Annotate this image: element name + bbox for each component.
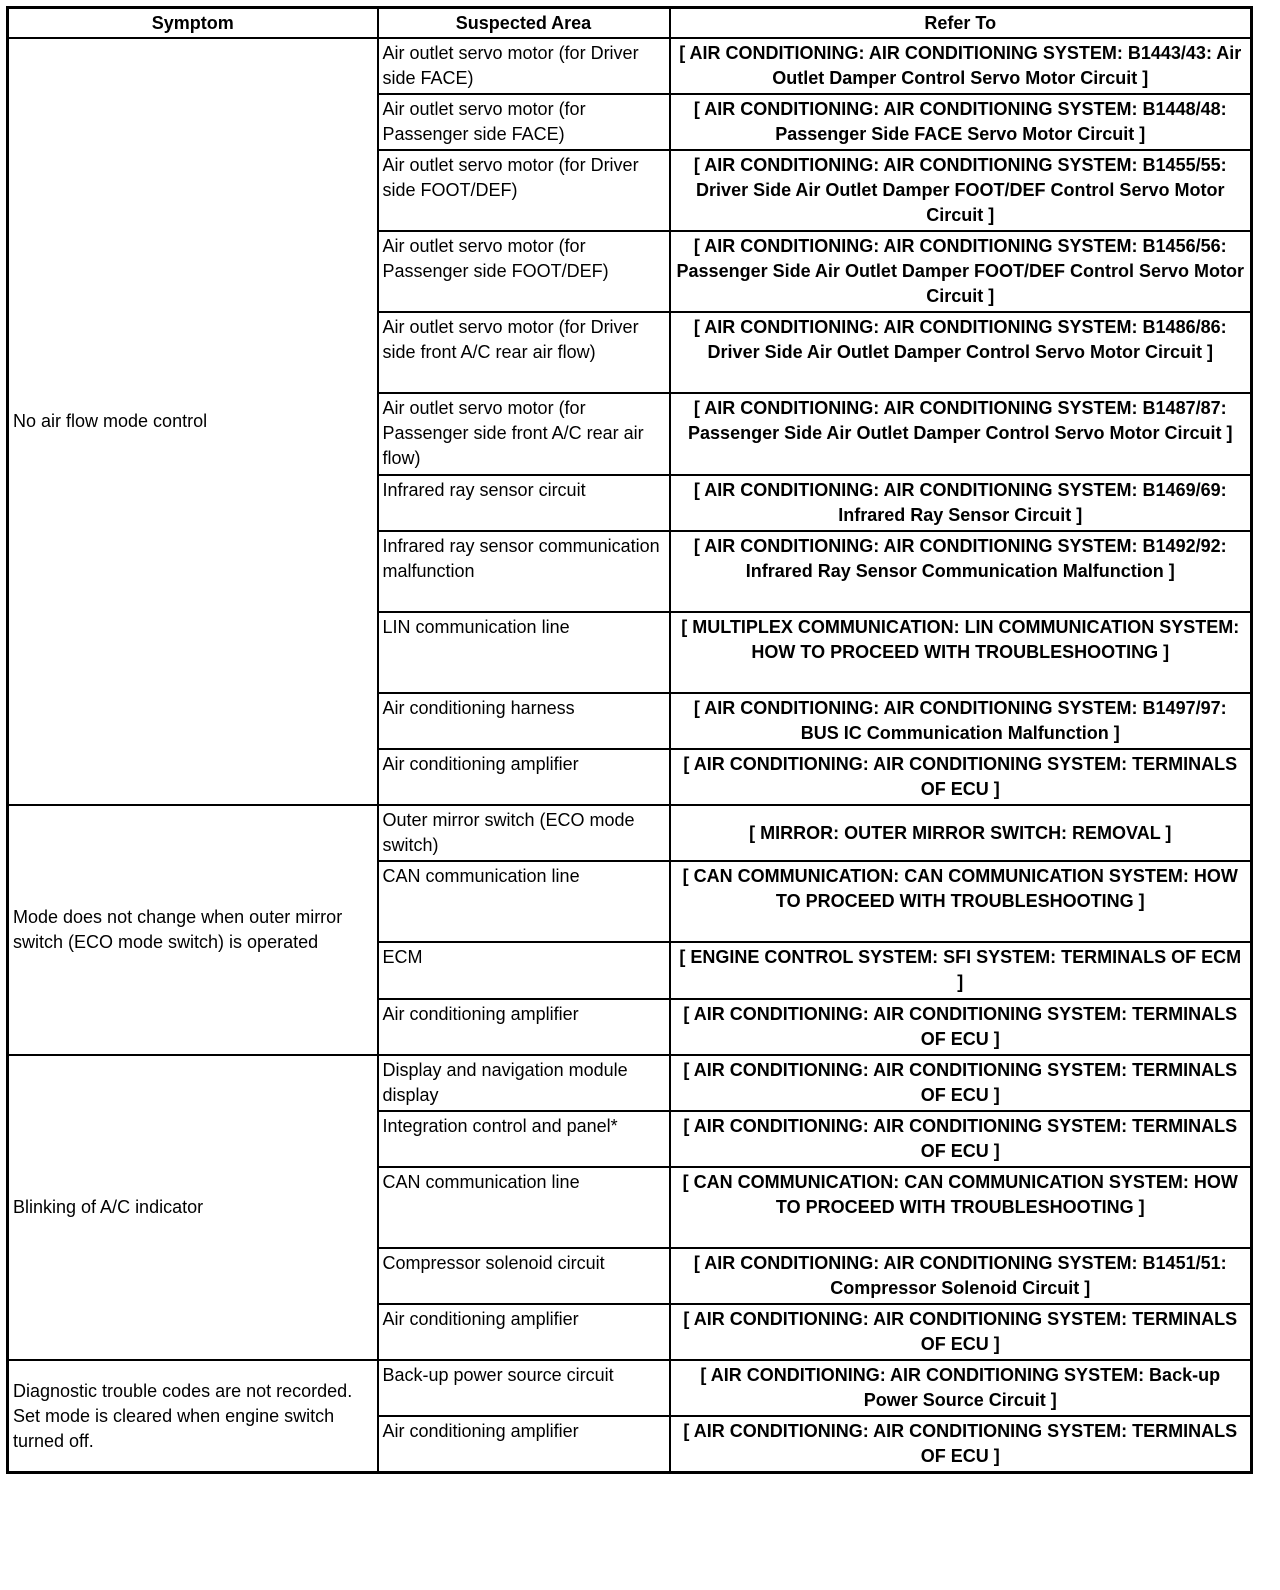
suspected-area-cell: LIN communication line [378,612,670,693]
refer-to-link[interactable]: [ AIR CONDITIONING: AIR CONDITIONING SYSTEM: B1456/56: Passenger Side Air Outlet Damper FOOT/DEF Control Servo Motor Circuit ] [670,231,1252,312]
suspected-area-cell: Infrared ray sensor communication malfunction [378,531,670,612]
suspected-area-cell: Air outlet servo motor (for Driver side front A/C rear air flow) [378,312,670,393]
table-row [8,38,1252,94]
suspected-area-cell: Air conditioning amplifier [378,749,670,805]
suspected-area-cell: Air outlet servo motor (for Passenger side front A/C rear air flow) [378,393,670,475]
suspected-area-cell: Air outlet servo motor (for Driver side FOOT/DEF) [378,150,670,231]
suspected-area-cell: Air conditioning amplifier [378,1416,670,1473]
table-row [8,805,1252,861]
suspected-area-cell: Air outlet servo motor (for Passenger side FACE) [378,94,670,150]
header-row [8,8,1252,39]
refer-to-link[interactable]: [ AIR CONDITIONING: AIR CONDITIONING SYSTEM: B1487/87: Passenger Side Air Outlet Damper Control Servo Motor Circuit ] [670,393,1252,475]
suspected-area-cell: Back-up power source circuit [378,1360,670,1416]
suspected-area-cell: CAN communication line [378,861,670,942]
refer-to-link[interactable]: [ AIR CONDITIONING: AIR CONDITIONING SYSTEM: TERMINALS OF ECU ] [670,1111,1252,1167]
symptom-cell: Diagnostic trouble codes are not recorded. Set mode is cleared when engine switch turned off. [8,1360,378,1473]
symptom-cell: No air flow mode control [8,38,378,805]
refer-to-link[interactable]: [ AIR CONDITIONING: AIR CONDITIONING SYSTEM: TERMINALS OF ECU ] [670,1304,1252,1360]
suspected-area-cell: Outer mirror switch (ECO mode switch) [378,805,670,861]
suspected-area-cell: Display and navigation module display [378,1055,670,1111]
symptom-cell: Blinking of A/C indicator [8,1055,378,1360]
refer-to-link[interactable]: [ AIR CONDITIONING: AIR CONDITIONING SYSTEM: B1492/92: Infrared Ray Sensor Communication Malfunction ] [670,531,1252,612]
header-suspected-area: Suspected Area [378,8,670,39]
refer-to-link[interactable]: [ AIR CONDITIONING: AIR CONDITIONING SYSTEM: TERMINALS OF ECU ] [670,749,1252,805]
refer-to-link[interactable]: [ AIR CONDITIONING: AIR CONDITIONING SYSTEM: B1497/97: BUS IC Communication Malfunction ] [670,693,1252,749]
refer-to-link[interactable]: [ AIR CONDITIONING: AIR CONDITIONING SYSTEM: B1486/86: Driver Side Air Outlet Damper Control Servo Motor Circuit ] [670,312,1252,393]
refer-to-link[interactable]: [ ENGINE CONTROL SYSTEM: SFI SYSTEM: TERMINALS OF ECM ] [670,942,1252,999]
suspected-area-cell: Compressor solenoid circuit [378,1248,670,1304]
suspected-area-cell: Air outlet servo motor (for Passenger side FOOT/DEF) [378,231,670,312]
refer-to-link[interactable]: [ AIR CONDITIONING: AIR CONDITIONING SYSTEM: TERMINALS OF ECU ] [670,999,1252,1055]
refer-to-link[interactable]: [ AIR CONDITIONING: AIR CONDITIONING SYSTEM: B1455/55: Driver Side Air Outlet Damper FOOT/DEF Control Servo Motor Circuit ] [670,150,1252,231]
suspected-area-cell: Integration control and panel* [378,1111,670,1167]
refer-to-link[interactable]: [ MIRROR: OUTER MIRROR SWITCH: REMOVAL ] [670,805,1252,861]
refer-to-link[interactable]: [ AIR CONDITIONING: AIR CONDITIONING SYSTEM: TERMINALS OF ECU ] [670,1055,1252,1111]
refer-to-link[interactable]: [ AIR CONDITIONING: AIR CONDITIONING SYSTEM: B1469/69: Infrared Ray Sensor Circuit ] [670,475,1252,531]
suspected-area-cell: Air conditioning amplifier [378,1304,670,1360]
refer-to-link[interactable]: [ AIR CONDITIONING: AIR CONDITIONING SYSTEM: B1443/43: Air Outlet Damper Control Servo Motor Circuit ] [670,38,1252,94]
refer-to-link[interactable]: [ AIR CONDITIONING: AIR CONDITIONING SYSTEM: TERMINALS OF ECU ] [670,1416,1252,1473]
suspected-area-cell: ECM [378,942,670,999]
suspected-area-cell: Air conditioning amplifier [378,999,670,1055]
table-row [8,1055,1252,1111]
suspected-area-cell: Air outlet servo motor (for Driver side FACE) [378,38,670,94]
header-symptom: Symptom [8,8,378,39]
refer-to-link[interactable]: [ MULTIPLEX COMMUNICATION: LIN COMMUNICATION SYSTEM: HOW TO PROCEED WITH TROUBLESHOOTING ] [670,612,1252,693]
suspected-area-cell: Air conditioning harness [378,693,670,749]
refer-to-link[interactable]: [ CAN COMMUNICATION: CAN COMMUNICATION SYSTEM: HOW TO PROCEED WITH TROUBLESHOOTING ] [670,1167,1252,1248]
header-refer-to: Refer To [670,8,1252,39]
refer-to-link[interactable]: [ AIR CONDITIONING: AIR CONDITIONING SYSTEM: B1448/48: Passenger Side FACE Servo Motor Circuit ] [670,94,1252,150]
refer-to-link[interactable]: [ AIR CONDITIONING: AIR CONDITIONING SYSTEM: B1451/51: Compressor Solenoid Circuit ] [670,1248,1252,1304]
suspected-area-cell: CAN communication line [378,1167,670,1248]
refer-to-link[interactable]: [ AIR CONDITIONING: AIR CONDITIONING SYSTEM: Back-up Power Source Circuit ] [670,1360,1252,1416]
refer-to-link[interactable]: [ CAN COMMUNICATION: CAN COMMUNICATION SYSTEM: HOW TO PROCEED WITH TROUBLESHOOTING ] [670,861,1252,942]
suspected-area-cell: Infrared ray sensor circuit [378,475,670,531]
symptom-cell: Mode does not change when outer mirror switch (ECO mode switch) is operated [8,805,378,1055]
troubleshooting-table [6,6,1253,1474]
table-row [8,1360,1252,1416]
